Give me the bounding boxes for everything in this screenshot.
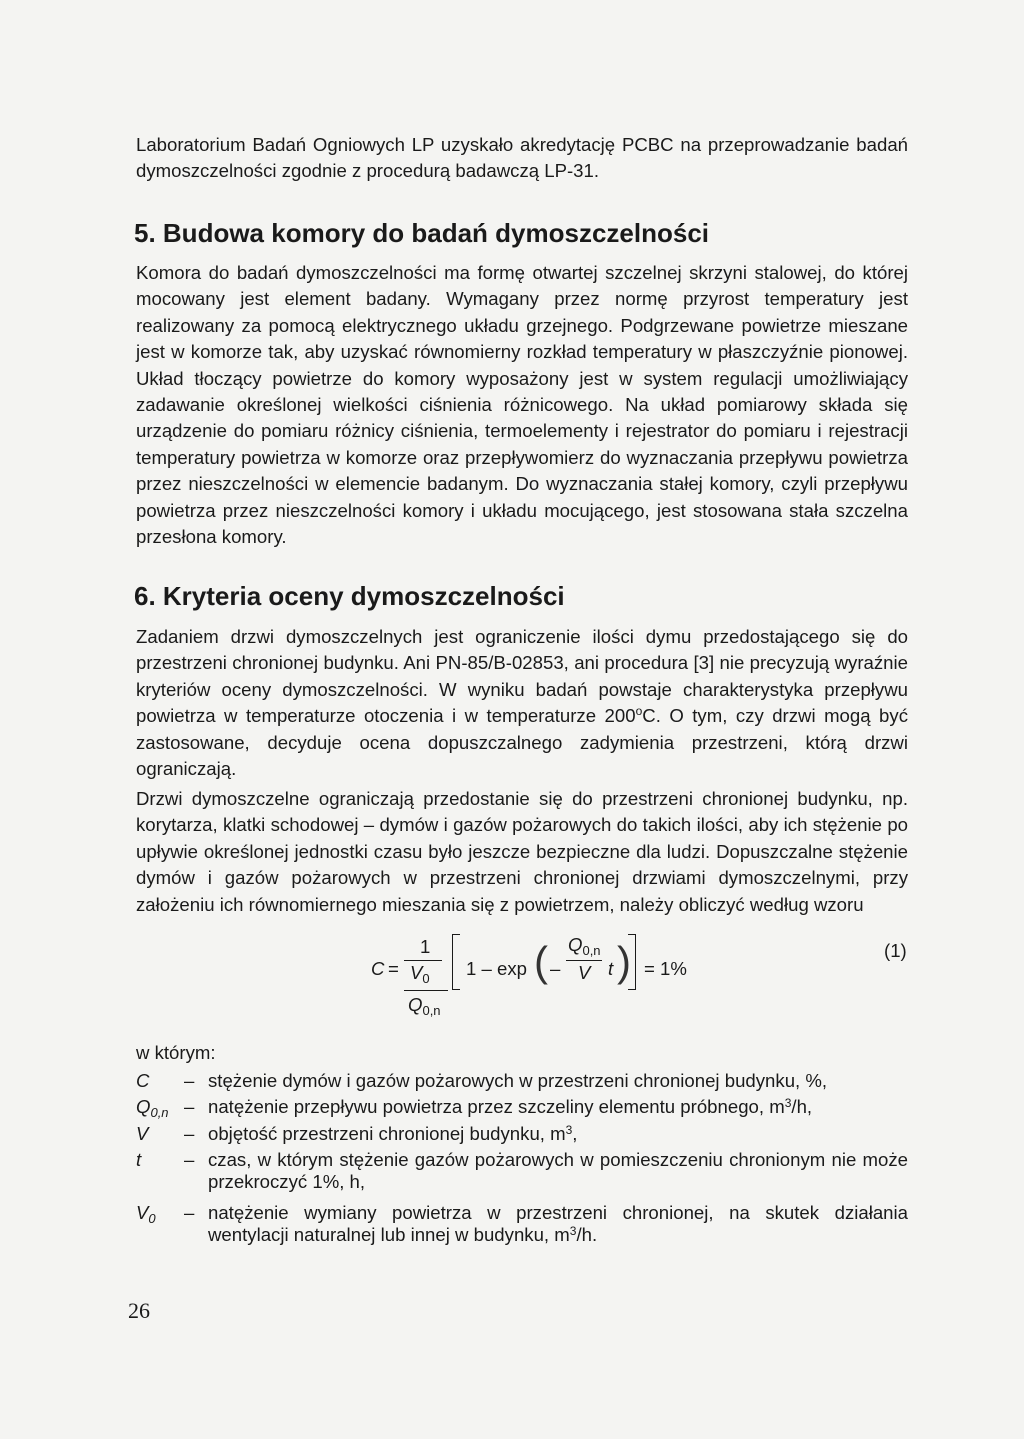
definition-text: natężenie wymiany powietrza w przestrzeni chronionej, na skutek działania wentylacji naturalnej lub innej w budynku, $m^3/h$. [208, 1201, 908, 1245]
formula-lhs: C [371, 958, 385, 979]
formula-left-bracket [452, 934, 460, 990]
formula-one-minus-exp: 1 – exp [466, 958, 527, 979]
formula-minus: – [550, 958, 561, 979]
definition-dash: – [184, 1096, 195, 1118]
formula-1 [136, 928, 908, 1028]
formula-t: t [608, 958, 614, 979]
formula-q0n: $Q_{0,n}$ [408, 994, 441, 1018]
definitions-list [136, 1070, 908, 1255]
formula-right-paren: ) [617, 938, 631, 985]
formula-v-denominator: V [578, 962, 591, 983]
definition-item [136, 1149, 908, 1202]
definition-dash: – [184, 1070, 195, 1091]
definition-text: czas, w którym stężenie gazów pożarowych w pomieszczeniu chronionym nie może przekroczyć 1%, h, [208, 1149, 908, 1193]
formula-v0: $V_0$ [410, 962, 430, 986]
formula-right-bracket [628, 934, 636, 990]
para1-part-b: C. O tym, czy drzwi mogą być zastosowane, decyduje ocena dopuszczalnego zadymienia przestrzeni, którą drzwi ograniczają. [136, 705, 908, 780]
definition-symbol: C [136, 1070, 150, 1091]
section-6-paragraph-2: Drzwi dymoszczelne ograniczają przedostanie się do przestrzeni chronionej budynku, np. korytarza, klatki schodowej – dymów i gazów pożarowych do takich ilości, aby ich stężenie po upływie określonej jednostki czasu było jeszcze bezpieczne dla ludzi. Dopuszczalne stężenie dymów i gazów pożarowych w przestrzeni chronionej drzwiami dymoszczelnymi, przy założeniu ich równomiernego mieszania się z powietrzem, należy obliczyć według wzoru [136, 788, 908, 915]
definition-dash: – [184, 1201, 195, 1223]
section-6-heading: 6. Kryteria oceny dymoszczelności [134, 581, 565, 611]
formula-q-numerator: $Q_{0,n}$ [568, 934, 601, 958]
definition-item [136, 1096, 908, 1122]
section-5-body: Komora do badań dymoszczelności ma formę otwartej szczelnej skrzyni stalowej, do której mocowany jest element badany. Wymagany przez normę przyrost temperatury jest realizowany za pomocą elektrycznego układu grzejnego. Podgrzewane powietrze mieszane jest w komorze tak, aby uzyskać równomierny rozkład temperatury w płaszczyźnie pionowej. Układ tłoczący powietrze do komory wyposażony jest w system regulacji umożliwiający zadawanie określonej wielkości ciśnienia różnicowego. Na układ pomiarowy składa się urządzenie do pomiaru różnicy ciśnienia, termoelementy i rejestrator do pomiaru i rejestracji temperatury powietrza w komorze oraz przepływomierz do wyznaczania przepływu powietrza przez nieszczelności w elemencie badanym. Do wyznaczania stałej komory, czyli przepływu powietrza przez nieszczelności komory i układu mocującego, jest stosowana stała szczelna przesłona komory. [136, 262, 908, 548]
formula-left-paren: ( [534, 938, 548, 985]
definition-dash: – [184, 1122, 195, 1144]
document-page [134, 132, 908, 1245]
formula-inner-fraction-line [404, 990, 448, 991]
definition-symbol: V [136, 1122, 149, 1144]
formula-numerator-one: 1 [420, 936, 431, 957]
definition-symbol: t [136, 1149, 142, 1171]
section-6-paragraph-1 [136, 624, 908, 782]
definition-symbol: $V_0$ [136, 1201, 156, 1226]
formula-result: = 1% [644, 958, 687, 979]
definition-dash: – [184, 1149, 195, 1171]
intro-paragraph: Laboratorium Badań Ogniowych LP uzyskało akredytację PCBC na przeprowadzanie badań dymoszczelności zgodnie z procedurą badawczą LP-31. [136, 134, 908, 182]
definition-item [136, 1070, 908, 1096]
definition-text: objętość przestrzeni chronionej budynku, $m^3$, [208, 1122, 578, 1144]
formula-number: (1) [884, 940, 907, 961]
definition-item [136, 1202, 908, 1255]
definition-text: stężenie dymów i gazów pożarowych w przestrzeni chronionej budynku, %, [208, 1070, 828, 1091]
page-number: 26 [128, 1298, 150, 1323]
para1-part-a: Zadaniem drzwi dymoszczelnych jest ograniczenie ilości dymu przedostającego się do przestrzeni chronionej budynku. Ani PN-85/B-02853, ani procedura [3] nie precyzują wyraźnie kryteriów oceny dymoszczelności. W wyniku badań powstaje charakterystyka przepływu powietrza w temperaturze otoczenia i w temperaturze 200 [136, 626, 908, 727]
definition-item [136, 1123, 908, 1149]
degree-sign: o [635, 704, 643, 719]
definition-symbol: $Q_{0,n}$ [136, 1096, 169, 1121]
section-5-heading: 5. Budowa komory do badań dymoszczelności [134, 218, 710, 248]
formula-equals: = [388, 958, 399, 979]
definition-text: natężenie przepływu powietrza przez szczeliny elementu próbnego, $m^3/h$, [208, 1096, 813, 1118]
where-label: w którym: [136, 1042, 216, 1063]
